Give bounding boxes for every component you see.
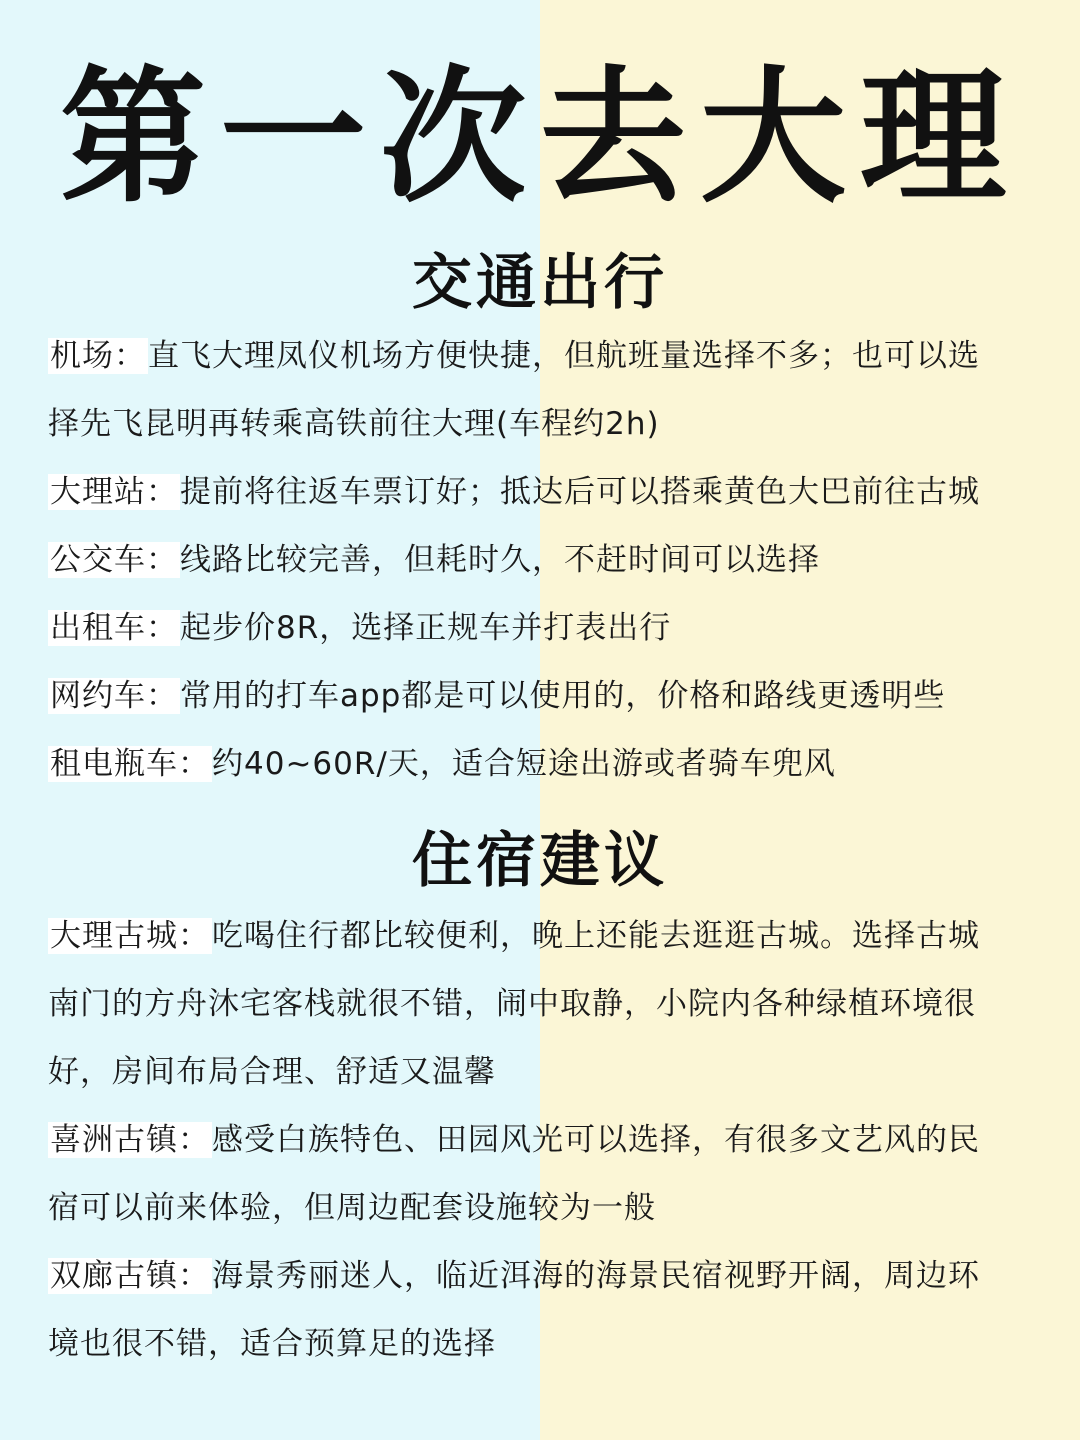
transport-item-bus [48,538,1038,582]
item-text: 境也很不错，适合预算足的选择 [48,1326,496,1362]
item-text: 感受白族特色、田园风光可以选择，有很多文艺风的民 [212,1122,980,1158]
transport-item-ebike [48,742,1038,786]
item-text: 海景秀丽迷人，临近洱海的海景民宿视野开阔，周边环 [212,1258,980,1294]
item-label: 租电瓶车： [50,746,210,782]
transport-item-taxi [48,606,1038,650]
item-text: 择先飞昆明再转乘高铁前往大理(车程约2h) [48,406,660,442]
item-label: 公交车： [50,542,178,578]
item-text: 好，房间布局合理、舒适又温馨 [48,1054,496,1090]
item-label: 大理站： [50,474,178,510]
item-label: 喜洲古镇： [50,1122,210,1158]
item-label: 机场： [50,338,146,374]
item-text: 南门的方舟沐宅客栈就很不错，闹中取静，小院内各种绿植环境很 [48,986,976,1022]
lodging-item-shuanglang [48,1254,1038,1298]
item-label: 网约车： [50,678,178,714]
section-title-transport: 交通出行 [412,248,668,318]
transport-item-airport-cont [48,402,1038,446]
section-title-lodging: 住宿建议 [412,826,668,896]
lodging-item-oldtown-cont [48,1050,1038,1094]
lodging-item-oldtown-cont [48,982,1038,1026]
item-label: 双廊古镇： [50,1258,210,1294]
transport-item-airport [48,334,1038,378]
item-text: 常用的打车app都是可以使用的，价格和路线更透明些 [180,678,946,714]
page-title: 第一次去大理 [60,52,1020,223]
lodging-item-xizhou [48,1118,1038,1162]
item-text: 提前将往返车票订好；抵达后可以搭乘黄色大巴前往古城 [180,474,980,510]
item-text: 约40~60R/天，适合短途出游或者骑车兜风 [212,746,836,782]
item-text: 直飞大理凤仪机场方便快捷，但航班量选择不多；也可以选 [148,338,980,374]
transport-item-ridehail [48,674,1038,718]
lodging-item-oldtown [48,914,1038,958]
item-label: 大理古城： [50,918,210,954]
item-text: 吃喝住行都比较便利，晚上还能去逛逛古城。选择古城 [212,918,980,954]
item-text: 线路比较完善，但耗时久，不赶时间可以选择 [180,542,820,578]
lodging-item-shuanglang-cont [48,1322,1038,1366]
transport-item-station [48,470,1038,514]
item-label: 出租车： [50,610,178,646]
item-text: 宿可以前来体验，但周边配套设施较为一般 [48,1190,656,1226]
lodging-item-xizhou-cont [48,1186,1038,1230]
item-text: 起步价8R，选择正规车并打表出行 [180,610,672,646]
